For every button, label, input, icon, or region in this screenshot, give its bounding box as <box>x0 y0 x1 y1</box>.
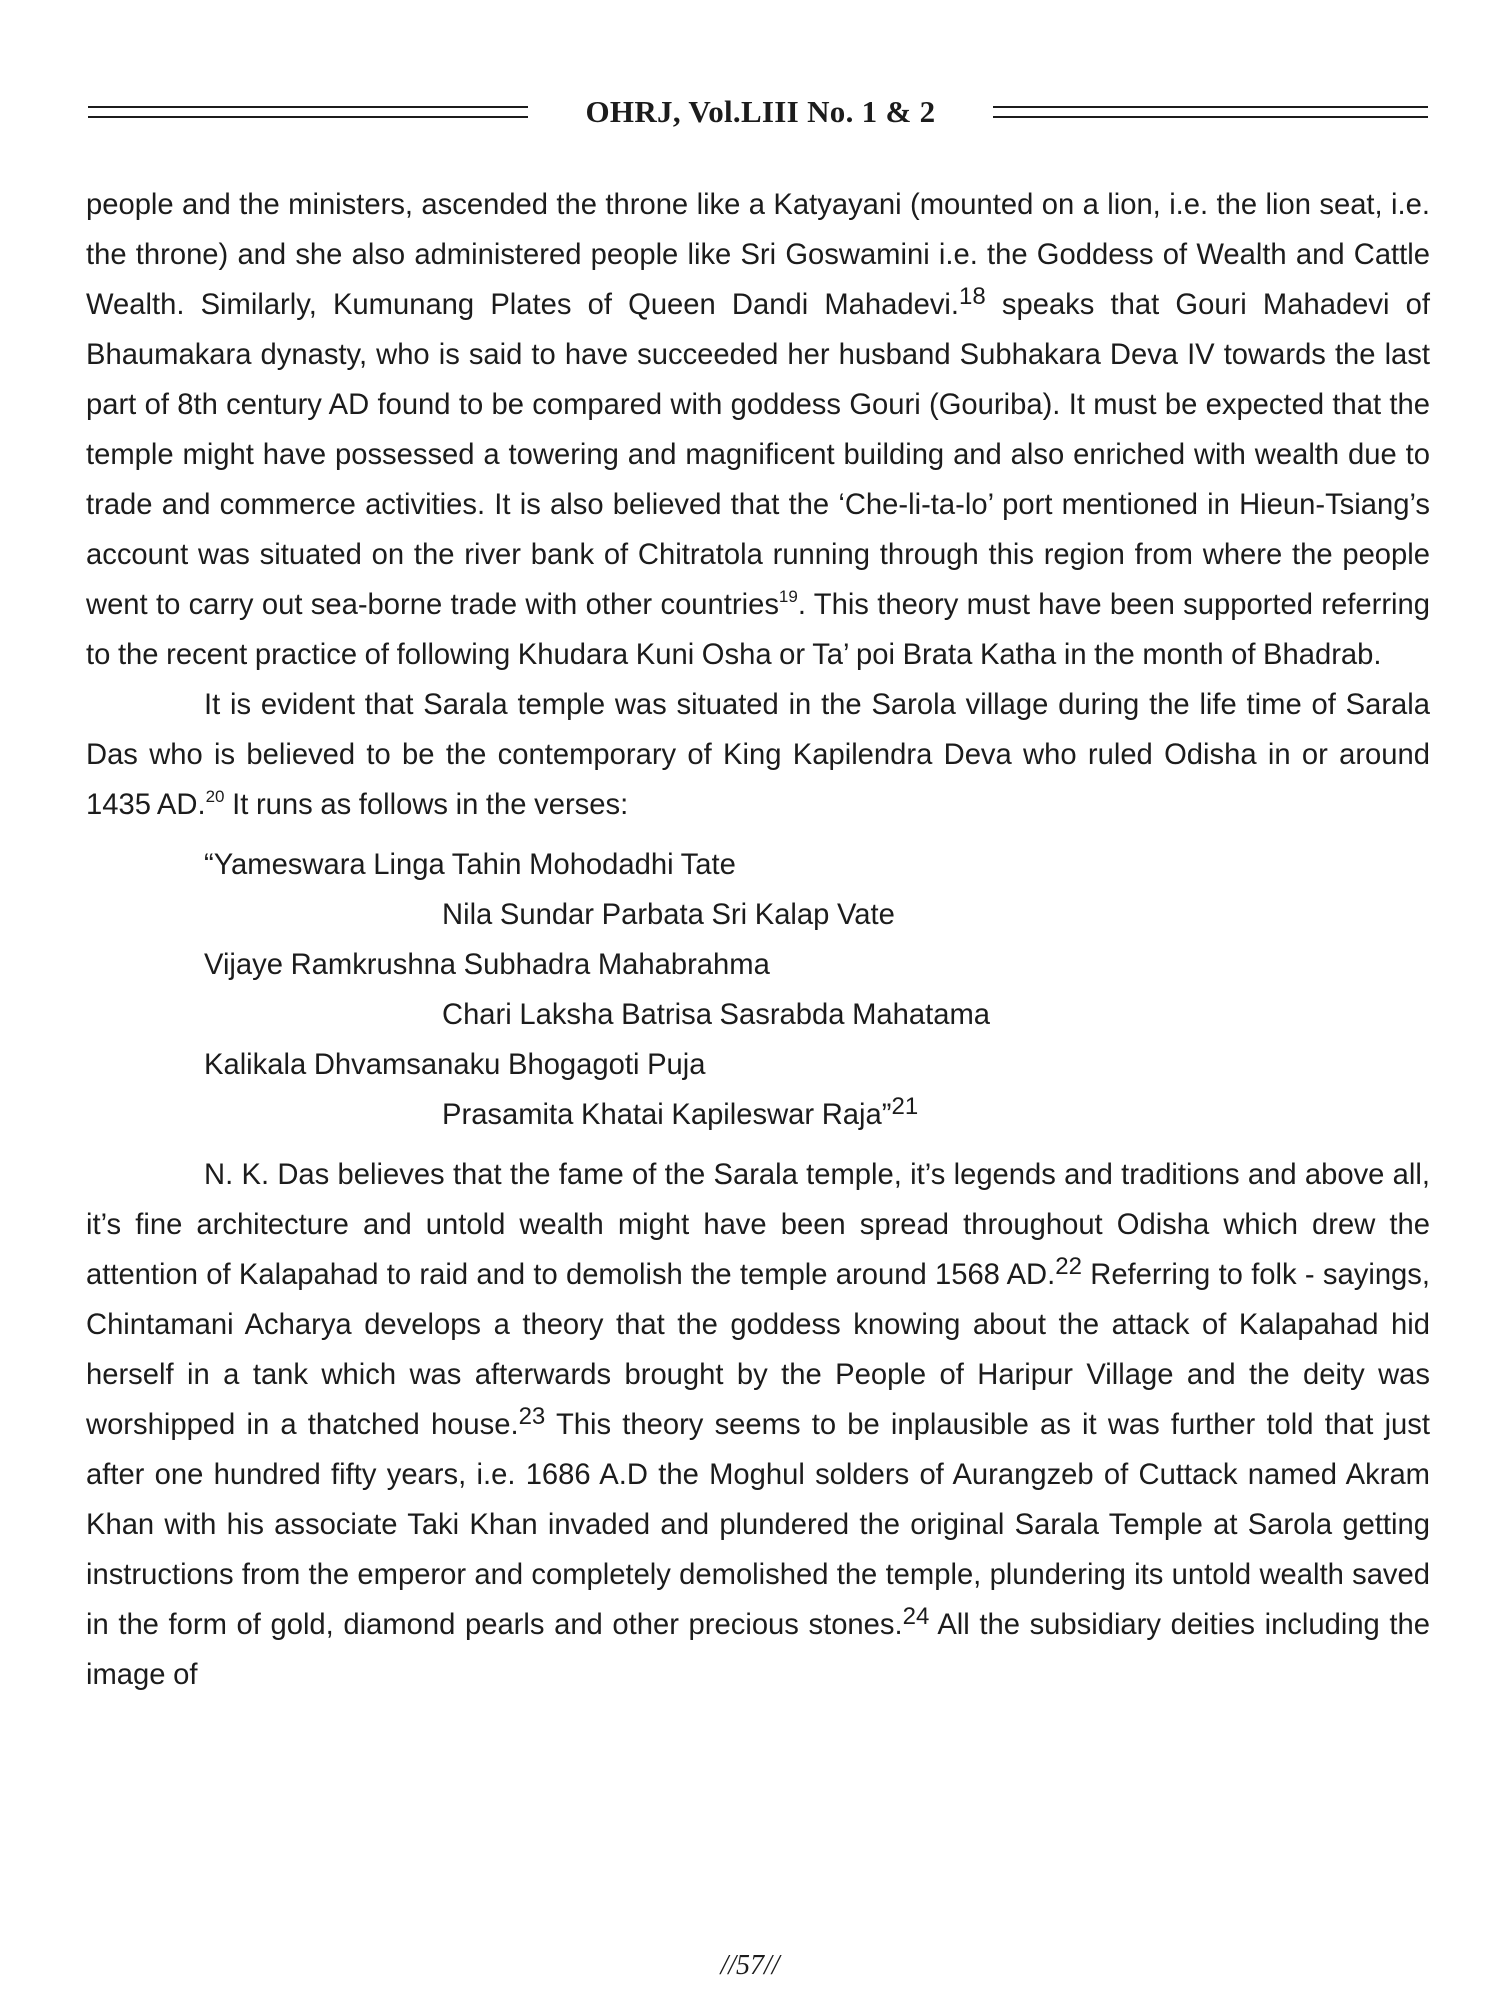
verse-line-1: “Yameswara Linga Tahin Mohodadhi Tate <box>204 849 736 881</box>
text-span: It runs as follows in the verses: <box>224 789 629 821</box>
header-rule-left <box>88 102 528 122</box>
verse-line-5: Kalikala Dhvamsanaku Bhogagoti Puja <box>204 1049 706 1081</box>
text-span: It is evident that Sarala temple was situated in the Sarola village during the life time of Sarala Das who is believed to be the contemporary of King Kapilendra Deva who ruled Odisha in or around 1435 AD. <box>86 689 1430 821</box>
footnote-ref-21: 21 <box>891 1093 919 1120</box>
footnote-ref-20: 20 <box>205 787 225 806</box>
text-span: All the subsidiary deities including the image of <box>86 1609 1430 1691</box>
text-span: speaks that Gouri Mahadevi of Bhaumakara dynasty, who is said to have succeeded her husband Subhakara Deva IV towards the last part of 8th century AD found to be compared with goddess Gouri (Gouriba). It must be expected that the temple might have possessed a towering and magnificent building and also enriched with wealth due to trade and commerce activities. It is also believed that the ‘Che-li-ta-lo’ port mentioned in Hieun-Tsiang’s account was situated on the river bank of Chitratola running through this region from where the people went to carry out sea-borne trade with other countries <box>86 289 1430 621</box>
journal-title: OHRJ, Vol.LIII No. 1 & 2 <box>585 94 936 129</box>
footnote-ref-18: 18 <box>959 283 986 310</box>
running-header <box>88 92 1428 132</box>
header-rule-right <box>993 102 1428 122</box>
paragraph-2 <box>86 680 1430 830</box>
text-span: Referring to folk - sayings, Chintamani Acharya develops a theory that the goddess knowing about the attack of Kalapahad hid herself in a tank which was afterwards brought by the People of Haripur Village and the deity was worshipped in a thatched house. <box>86 1259 1430 1441</box>
verse-line-6: Prasamita Khatai Kapileswar Raja” <box>442 1099 892 1131</box>
footnote-ref-24: 24 <box>902 1603 930 1630</box>
footnote-ref-23: 23 <box>518 1403 546 1430</box>
text-span: This theory seems to be inplausible as it was further told that just after one hundred fifty years, i.e. 1686 A.D the Moghul solders of Aurangzeb of Cuttack named Akram Khan with his associate Taki Khan invaded and plundered the original Sarala Temple at Sarola getting instructions from the emperor and completely demolished the temple, plundering its untold wealth saved in the form of gold, diamond pearls and other precious stones. <box>86 1409 1430 1641</box>
verse-line-2: Nila Sundar Parbata Sri Kalap Vate <box>442 899 895 931</box>
footnote-ref-19: 19 <box>778 587 798 606</box>
verse-line-4: Chari Laksha Batrisa Sasrabda Mahatama <box>442 999 990 1031</box>
footnote-ref-22: 22 <box>1055 1253 1082 1280</box>
verse-line-3: Vijaye Ramkrushna Subhadra Mahabrahma <box>204 949 770 981</box>
text-span: N. K. Das believes that the fame of the Sarala temple, it’s legends and traditions and above all, it’s fine architecture and untold wealth might have been spread throughout Odisha which drew the attention of Kalapahad to raid and to demolish the temple around 1568 AD. <box>86 1159 1430 1291</box>
verse-line-6-wrap <box>86 1090 1430 1140</box>
text-span: . This theory must have been supported referring to the recent practice of following Khudara Kuni Osha or Ta’ poi Brata Katha in the month of Bhadrab. <box>86 589 1430 671</box>
paragraph-3 <box>86 1150 1430 1700</box>
body-text <box>86 180 1430 1700</box>
paragraph-1 <box>86 180 1430 680</box>
page-number: //57// <box>720 1950 780 1981</box>
text-span: people and the ministers, ascended the throne like a Katyayani (mounted on a lion, i.e. the lion seat, i.e. the throne) and she also administered people like Sri Goswamini i.e. the Goddess of Wealth and Cattle Wealth. Similarly, Kumunang Plates of Queen Dandi Mahadevi. <box>86 189 1430 321</box>
verse-block <box>86 840 1430 1140</box>
